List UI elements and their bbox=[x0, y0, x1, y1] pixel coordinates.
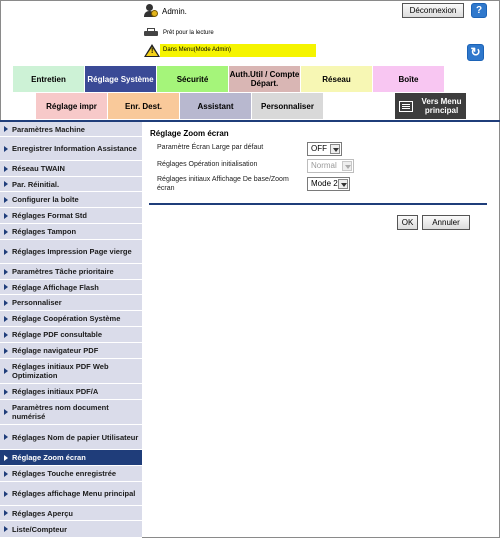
sidebar-item-label: Réglages Format Std bbox=[12, 211, 88, 220]
sidebar-item[interactable] bbox=[0, 161, 142, 177]
arrow-right-icon bbox=[4, 332, 8, 338]
operation-init-value: Normal bbox=[311, 161, 337, 170]
tab-label: Réglage impr bbox=[46, 101, 97, 111]
tab-securite[interactable] bbox=[157, 66, 228, 92]
help-button[interactable]: ? bbox=[471, 3, 487, 18]
sidebar-item[interactable] bbox=[0, 264, 142, 280]
admin-user-icon bbox=[144, 4, 158, 18]
arrow-right-icon bbox=[4, 197, 8, 203]
tab-enr-dest[interactable] bbox=[108, 93, 179, 119]
sidebar-item-label: Personnaliser bbox=[12, 298, 62, 307]
zoom-display-select[interactable] bbox=[307, 177, 350, 191]
status-text: Prêt pour la lecture bbox=[163, 30, 214, 36]
chevron-down-icon bbox=[338, 179, 348, 189]
sidebar-item[interactable] bbox=[0, 359, 142, 384]
main-menu-label: Vers Menu principal bbox=[421, 97, 462, 115]
sidebar-item[interactable] bbox=[0, 122, 142, 137]
sidebar-item[interactable] bbox=[0, 400, 142, 425]
cancel-button[interactable]: Annuler bbox=[422, 215, 470, 230]
sidebar-item[interactable] bbox=[0, 450, 142, 466]
sidebar-item[interactable] bbox=[0, 425, 142, 450]
arrow-right-icon bbox=[4, 213, 8, 219]
tab-personnaliser[interactable] bbox=[252, 93, 323, 119]
arrow-right-icon bbox=[4, 269, 8, 275]
arrow-right-icon bbox=[4, 348, 8, 354]
arrow-right-icon bbox=[4, 229, 8, 235]
user-indicator bbox=[144, 4, 187, 18]
logout-button[interactable]: Déconnexion bbox=[402, 3, 464, 18]
arrow-right-icon bbox=[4, 126, 8, 132]
tab-label: Entretien bbox=[31, 74, 66, 84]
sidebar-item-label: Réglage navigateur PDF bbox=[12, 346, 99, 355]
sidebar-item-label: Réglages Tampon bbox=[12, 227, 77, 236]
user-name: Admin. bbox=[162, 6, 187, 16]
tab-label: Boîte bbox=[398, 74, 419, 84]
sidebar-item-label: Réglages initiaux PDF Web Optimization bbox=[12, 362, 109, 380]
tab-reglage-systeme[interactable] bbox=[85, 66, 156, 92]
sidebar-item-label: Réglage PDF consultable bbox=[12, 330, 103, 339]
sidebar-item-label: Paramètres Tâche prioritaire bbox=[12, 267, 114, 276]
menu-icon bbox=[399, 101, 413, 112]
tab-auth-compte[interactable] bbox=[229, 66, 300, 92]
sidebar-item-label: Configurer la boîte bbox=[12, 195, 79, 204]
operation-init-select bbox=[307, 159, 354, 173]
main-menu-button[interactable] bbox=[395, 93, 466, 119]
sidebar-item[interactable] bbox=[0, 482, 142, 506]
arrow-right-icon bbox=[4, 368, 8, 374]
sidebar-item[interactable] bbox=[0, 384, 142, 400]
chevron-down-icon bbox=[330, 144, 340, 154]
sidebar-item-label: Réglage Affichage Flash bbox=[12, 282, 99, 292]
sidebar-item[interactable] bbox=[0, 506, 142, 521]
sidebar-item[interactable] bbox=[0, 466, 142, 482]
sidebar-item-label: Réglage Coopération Système bbox=[12, 314, 121, 323]
tab-label: Enr. Dest. bbox=[125, 101, 162, 111]
arrow-right-icon bbox=[4, 181, 8, 187]
arrow-right-icon bbox=[4, 300, 8, 306]
warning-icon: ! bbox=[144, 43, 160, 58]
refresh-icon: ↻ bbox=[470, 45, 481, 59]
content-divider bbox=[149, 203, 487, 205]
sidebar-item-label: Réglages Aperçu bbox=[12, 508, 73, 518]
ok-button[interactable]: OK bbox=[397, 215, 418, 230]
sidebar-item-label: Réglages affichage Menu principal bbox=[12, 489, 136, 498]
sidebar-item-label: Réglage Zoom écran bbox=[12, 453, 86, 462]
tab-label: Assistant bbox=[197, 101, 234, 111]
sidebar-item[interactable] bbox=[0, 192, 142, 208]
arrow-right-icon bbox=[4, 166, 8, 172]
mode-text: Dans Menu(Mode Admin) bbox=[160, 44, 316, 57]
tab-reglage-impr[interactable] bbox=[36, 93, 107, 119]
arrow-right-icon bbox=[4, 491, 8, 497]
page-title: Réglage Zoom écran bbox=[150, 129, 229, 138]
arrow-right-icon bbox=[4, 434, 8, 440]
tab-label: Réseau bbox=[322, 74, 351, 84]
sidebar-item[interactable] bbox=[0, 280, 142, 295]
sidebar-item-label: Réseau TWAIN bbox=[12, 164, 65, 173]
tab-assistant[interactable] bbox=[180, 93, 251, 119]
field-label-large-screen: Paramètre Écran Large par défaut bbox=[157, 144, 264, 151]
printer-status bbox=[144, 28, 214, 38]
sidebar-item[interactable] bbox=[0, 137, 142, 161]
admin-mode-banner bbox=[144, 43, 316, 58]
zoom-display-value: Mode 2 bbox=[311, 179, 338, 188]
sidebar-item-label: Réglages Nom de papier Utilisateur bbox=[12, 432, 139, 442]
arrow-right-icon bbox=[4, 316, 8, 322]
sidebar bbox=[0, 122, 142, 538]
sidebar-item-label: Par. Réinitial. bbox=[12, 179, 60, 189]
sidebar-item[interactable] bbox=[0, 327, 142, 343]
sidebar-item[interactable] bbox=[0, 295, 142, 311]
sidebar-item[interactable] bbox=[0, 521, 142, 538]
refresh-button[interactable] bbox=[467, 44, 484, 61]
large-screen-select[interactable] bbox=[307, 142, 342, 156]
large-screen-value: OFF bbox=[311, 144, 327, 153]
printer-icon bbox=[144, 28, 158, 38]
sidebar-item[interactable] bbox=[0, 177, 142, 192]
sidebar-item[interactable] bbox=[0, 311, 142, 327]
sidebar-item-label: Réglages initiaux PDF/A bbox=[12, 387, 99, 396]
sidebar-item[interactable] bbox=[0, 208, 142, 224]
sidebar-item-label: Réglages Impression Page vierge bbox=[12, 247, 132, 256]
sidebar-item-label: Paramètres Machine bbox=[12, 124, 85, 134]
field-label-operation-init: Réglages Opération initialisation bbox=[157, 161, 258, 168]
arrow-right-icon bbox=[4, 526, 8, 532]
sidebar-item-label: Liste/Compteur bbox=[12, 524, 68, 534]
sidebar-item-label: Réglages Touche enregistrée bbox=[12, 469, 117, 478]
sidebar-item-label: Paramètres nom document numérisé bbox=[12, 403, 109, 421]
arrow-right-icon bbox=[4, 455, 8, 461]
arrow-right-icon bbox=[4, 389, 8, 395]
tab-reseau[interactable] bbox=[301, 66, 372, 92]
tab-boite[interactable] bbox=[373, 66, 444, 92]
arrow-right-icon bbox=[4, 471, 8, 477]
tab-label: Réglage Système bbox=[87, 74, 154, 84]
tab-label: Personnaliser bbox=[261, 101, 314, 111]
tab-entretien[interactable] bbox=[13, 66, 84, 92]
chevron-down-icon bbox=[342, 161, 352, 171]
arrow-right-icon bbox=[4, 284, 8, 290]
field-label-zoom-display: Réglages initiaux Affichage De base/Zoom écran bbox=[157, 176, 289, 192]
tab-label: Auth.Util / Compte Départ. bbox=[229, 70, 300, 88]
arrow-right-icon bbox=[4, 249, 8, 255]
arrow-right-icon bbox=[4, 510, 8, 516]
sidebar-item-label: Enregistrer Information Assistance bbox=[12, 144, 137, 153]
sidebar-item[interactable] bbox=[0, 343, 142, 359]
arrow-right-icon bbox=[4, 146, 8, 152]
sidebar-item[interactable] bbox=[0, 224, 142, 240]
arrow-right-icon bbox=[4, 409, 8, 415]
sidebar-item[interactable] bbox=[0, 240, 142, 264]
tab-label: Sécurité bbox=[176, 74, 209, 84]
